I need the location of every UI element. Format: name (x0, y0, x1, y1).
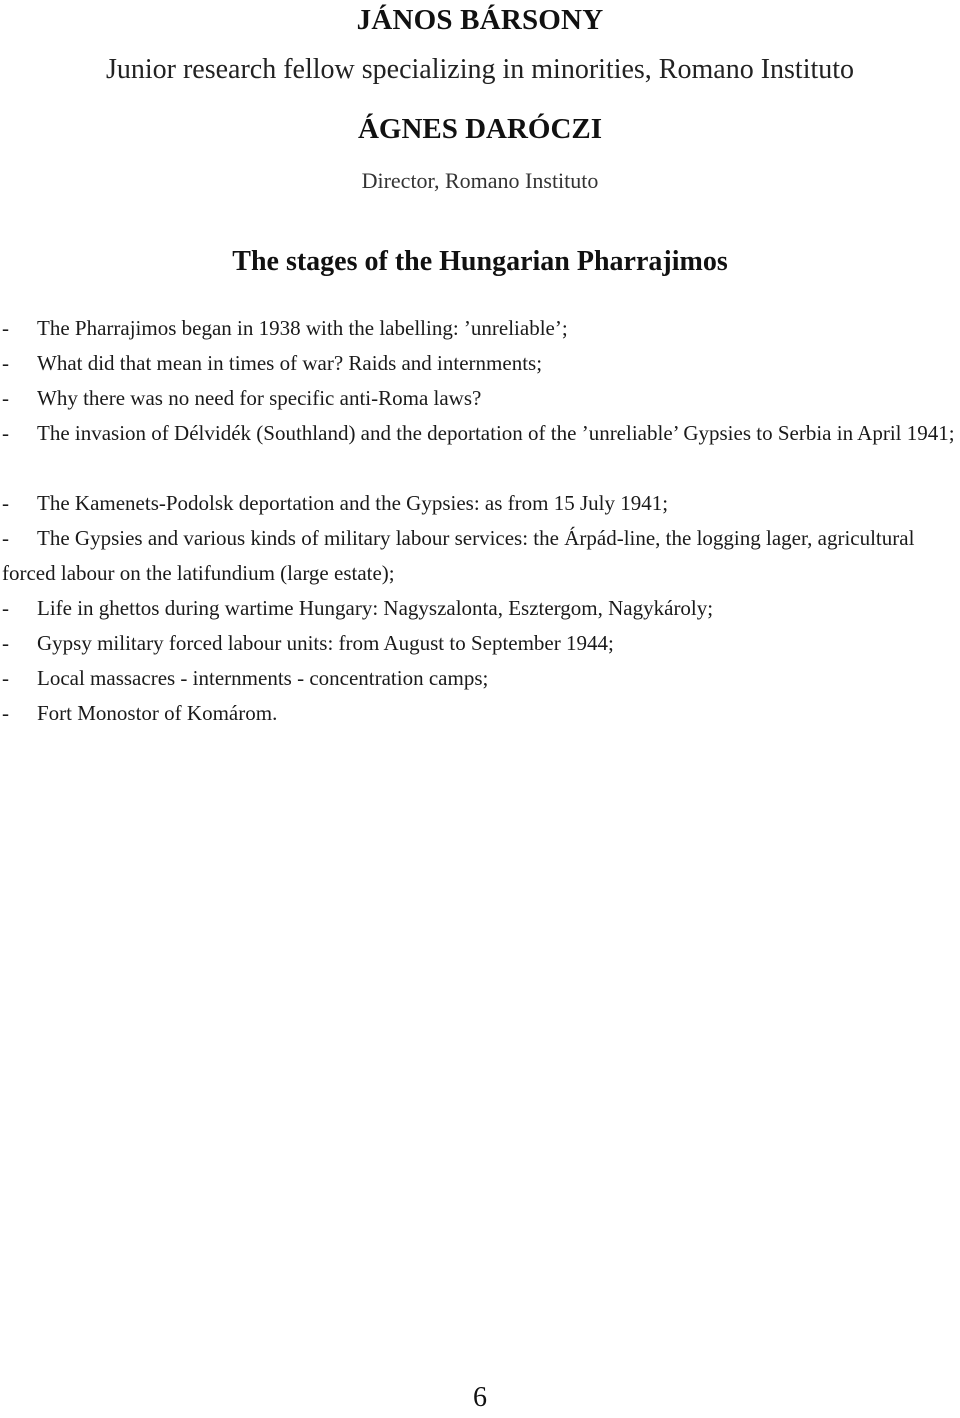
list-item-text: The Gypsies and various kinds of military labour services: the Árpád-line, the logging lager, agricultural forced labour on the latifundium (large estate); (2, 526, 915, 585)
list-item (2, 521, 958, 591)
list-item-text: Why there was no need for specific anti-Roma laws? (37, 386, 482, 410)
list-item-text: What did that mean in times of war? Raids and internments; (37, 351, 543, 375)
list-item-text: Life in ghettos during wartime Hungary: Nagyszalonta, Esztergom, Nagykároly; (37, 596, 714, 620)
document-title: The stages of the Hungarian Pharrajimos (232, 246, 728, 277)
bullet-dash: - (2, 701, 9, 725)
list-item-text: The Pharrajimos began in 1938 with the labelling: ’unreliable’; (37, 316, 568, 340)
list-item-text: The invasion of Délvidék (Southland) and the deportation of the ’unreliable’ Gypsies to Serbia in April 1941; (37, 421, 955, 445)
bullet-dash: - (2, 526, 9, 550)
author-2-name: ÁGNES DARÓCZI (357, 113, 603, 145)
bullet-dash: - (2, 421, 9, 445)
bullet-dash: - (2, 351, 9, 375)
bullet-dash: - (2, 386, 9, 410)
list-item (2, 486, 958, 521)
author-2-role: Director, Romano Instituto (361, 168, 599, 193)
list-item (2, 311, 958, 346)
list-item (2, 661, 958, 696)
list-item (2, 416, 958, 451)
bullet-dash: - (2, 596, 9, 620)
bullet-dash: - (2, 491, 9, 515)
page-number: 6 (473, 1382, 487, 1413)
list-item-text: Gypsy military forced labour units: from August to September 1944; (37, 631, 614, 655)
bullet-dash: - (2, 631, 9, 655)
list-item (2, 696, 958, 731)
list-item-text: Fort Monostor of Komárom. (37, 701, 278, 725)
bullet-dash: - (2, 666, 9, 690)
list-item-text: The Kamenets-Podolsk deportation and the Gypsies: as from 15 July 1941; (37, 491, 669, 515)
list-item (2, 626, 958, 661)
list-item (2, 591, 958, 626)
author-1-name: JÁNOS BÁRSONY (356, 4, 604, 36)
list-item-text: Local massacres - internments - concentration camps; (37, 666, 489, 690)
list-item (2, 381, 958, 416)
list-item (2, 346, 958, 381)
bullet-dash: - (2, 316, 9, 340)
author-1-role: Junior research fellow specializing in minorities, Romano Instituto (105, 54, 855, 85)
